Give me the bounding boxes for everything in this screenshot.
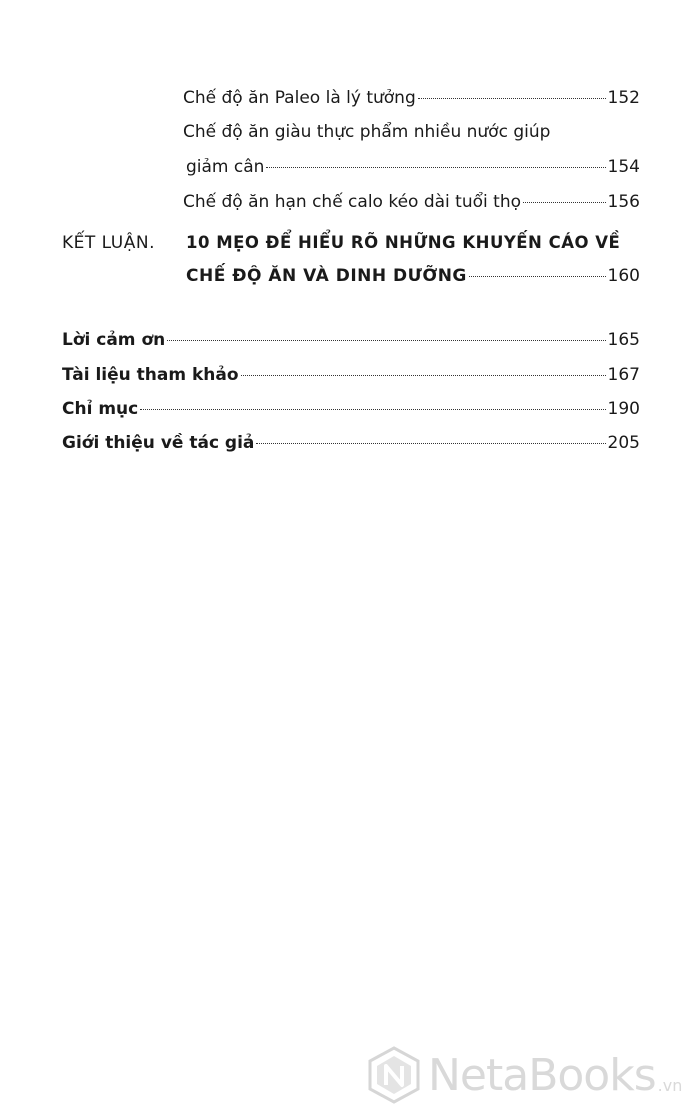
dot-leader bbox=[241, 374, 606, 376]
toc-page-number: 152 bbox=[607, 88, 640, 108]
dot-leader bbox=[266, 166, 605, 168]
watermark-suffix: .vn bbox=[657, 1076, 683, 1095]
toc-page-number: 167 bbox=[607, 365, 640, 385]
toc-entry-label: giảm cân bbox=[186, 157, 265, 177]
dot-leader bbox=[256, 442, 605, 444]
toc-page-number: 165 bbox=[607, 330, 640, 350]
chapter-title-line2: CHẾ ĐỘ ĂN VÀ DINH DƯỠNG bbox=[186, 266, 467, 286]
toc-entry-calorie-restriction[interactable] bbox=[183, 192, 640, 212]
toc-entry-label-line1: Chế độ ăn giàu thực phẩm nhiều nước giúp bbox=[183, 122, 551, 142]
dot-leader bbox=[523, 201, 606, 203]
netabooks-watermark bbox=[366, 1045, 682, 1105]
chapter-label: KẾT LUẬN. bbox=[62, 233, 155, 253]
toc-page-number: 205 bbox=[607, 433, 640, 453]
toc-entry-label: Chế độ ăn hạn chế calo kéo dài tuổi thọ bbox=[183, 192, 521, 212]
toc-entry-conclusion[interactable] bbox=[186, 266, 640, 286]
chapter-title-line1[interactable]: 10 MẸO ĐỂ HIỂU RÕ NHỮNG KHUYẾN CÁO VỀ bbox=[186, 233, 621, 252]
dot-leader bbox=[469, 275, 606, 277]
toc-entry-about-author[interactable] bbox=[62, 433, 640, 453]
toc-page-number: 156 bbox=[607, 192, 640, 212]
toc-page-number: 154 bbox=[607, 157, 640, 177]
dot-leader bbox=[167, 339, 605, 341]
toc-entry-references[interactable] bbox=[62, 365, 640, 385]
netabooks-logo-icon bbox=[366, 1045, 422, 1105]
toc-entry-label: Giới thiệu về tác giả bbox=[62, 433, 255, 453]
toc-entry-label: Lời cảm ơn bbox=[62, 330, 166, 350]
toc-page-number: 160 bbox=[607, 266, 640, 286]
toc-entry-acknowledgements[interactable] bbox=[62, 330, 640, 350]
dot-leader bbox=[418, 97, 606, 99]
toc-page-number: 190 bbox=[607, 399, 640, 419]
toc-entry-paleo[interactable] bbox=[183, 88, 640, 108]
toc-entry-label: Tài liệu tham khảo bbox=[62, 365, 239, 385]
dot-leader bbox=[140, 408, 605, 410]
toc-entry-water-rich-foods[interactable] bbox=[186, 157, 640, 177]
toc-entry-label: Chế độ ăn Paleo là lý tưởng bbox=[183, 88, 416, 108]
watermark-brand: NetaBooks bbox=[428, 1049, 656, 1101]
toc-entry-index[interactable] bbox=[62, 399, 640, 419]
toc-entry-label: Chỉ mục bbox=[62, 399, 139, 419]
